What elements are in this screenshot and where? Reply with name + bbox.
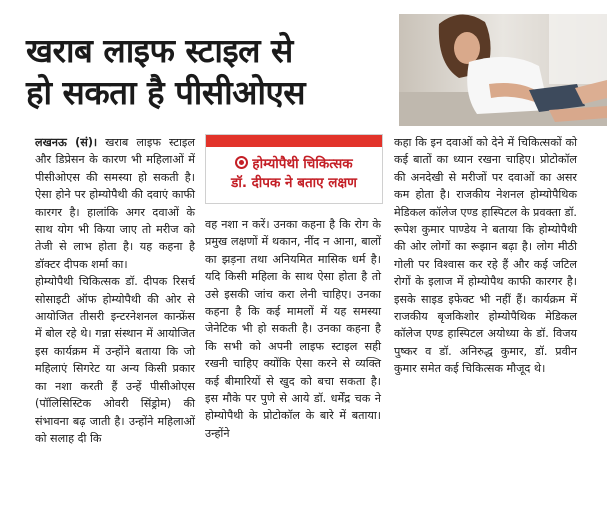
- article-paragraph: [35, 134, 195, 273]
- subheading-red-bar: [206, 135, 382, 147]
- article-column-3: [394, 134, 577, 378]
- article-paragraph: कहा कि इन दवाओं को देने में चिकित्सकों को कई बातों का ध्यान रखना चाहिए। प्रोटोकॉल की अनदेखी से मरीजों पर दवाओं का असर कम होता है। राजकीय नेशनल होम्योपैथिक मेडिकल कॉलेज एण्ड हास्पिटल के प्रवक्ता डॉ. रूपेश कुमार पाण्डेय ने बताया कि होम्योपैथी की ओर लोगों का रूझान बढ़ा है। लोग मीठी गोली पर विश्वास कर रहे हैं और कई जटिल रोगों के इलाज में होम्योपैथ काफी कारगर है। इसके साइड इफेक्ट भी नहीं हैं। कार्यक्रम में राजकीय बृजकिशोर होम्योपैथिक मेडिकल कॉलेज एण्ड हास्पिटल अयोध्या के डॉ. विजय पुष्कर व डॉ. अनिरुद्ध कुमार, डॉ. प्रवीन कुमार समेत कई चिकित्सक मौजूद थे।: [394, 136, 577, 376]
- subheading-text: [206, 155, 382, 193]
- dateline: लखनऊ (सं)।: [35, 136, 98, 149]
- subheading-line-1: होम्योपैथी चिकित्सक: [252, 156, 353, 172]
- article-paragraph: होम्योपैथी चिकित्सक डॉ. दीपक रिसर्च सोसाइटी ऑफ होम्योपैथी की ओर से आयोजित तीसरी इन्टरनेशनल कान्फ्रेंस में बोल रहे थे। गन्ना संस्थान में आयोजित इस कार्यक्रम में उन्होंने बताया कि जो महिलाएं सिगरेट या अन्य किसी प्रकार का नशा करती हैं उन्हें पीसीओएस (पॉलिसिस्टिक ओवरी सिंड्रोम) की संभावना बढ़ जाती है। उन्होंने महिलाओं को सलाह दी कि: [35, 275, 195, 445]
- headline-line-2: हो सकता है पीसीओएस: [26, 73, 306, 112]
- subheading-line-2: डॉ. दीपक ने बताए लक्षण: [231, 175, 357, 191]
- subheading-box: [205, 134, 383, 204]
- article-column-1: [35, 134, 195, 447]
- headline-line-1: खराब लाइफ स्टाइल से: [26, 31, 293, 70]
- article-paragraph: वह नशा न करें। उनका कहना है कि रोग के प्रमुख लक्षणों में थकान, नींद न आना, बालों का झड़ना तथा अनियमित मासिक धर्म है। यदि किसी महिला के साथ ऐसा होता है तो उसे इसकी जांच करा लेनी चाहिए। उनका कहना है कि कई मामलों में यह समस्या जेनेटिक भी हो सकती है। उनका कहना है कि सभी को अपनी लाइफ स्टाइल सही रखनी चाहिए क्योंकि ऐसा करने से व्यक्ति कई बीमारियों से खुद को बचा सकता है। इस मौके पर पुणे से आये डॉ. धर्मेंद्र चक ने होम्योपैथी के प्रोटोकॉल के बारे में बताया। उन्होंने: [205, 218, 381, 440]
- article-column-2: [205, 216, 381, 442]
- photo-illustration: [399, 14, 607, 126]
- headline: [26, 30, 398, 114]
- bullet-target-icon: [235, 156, 248, 169]
- woman-holding-stomach-photo: [399, 14, 607, 126]
- paragraph-text: खराब लाइफ स्टाइल और डिप्रेसन के कारण भी महिलाओं में पीसीओएस की समस्या हो सकती है। ऐसा होने पर होम्योपैथी की दवाएं काफी कारगर है। हालांकि अगर दवाओं के साथ योग भी किया जाए तो मरीज को तेजी से लाभ होता है। यह कहना है डॉक्टर दीपक शर्मा का।: [35, 136, 195, 271]
